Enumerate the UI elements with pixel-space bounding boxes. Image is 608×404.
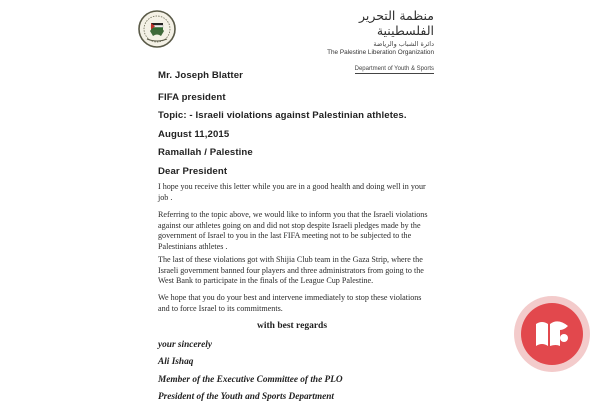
dept-name-english: Department of Youth & Sports <box>354 66 434 72</box>
recipient-name: Mr. Joseph Blatter <box>158 70 243 81</box>
paragraph-text: We hope that you do your best and intervene immediately to stop these violations and to force Israel to its commitments. <box>158 293 422 313</box>
letter-place: Ramallah / Palestine <box>158 147 253 158</box>
plo-emblem-icon <box>137 9 177 49</box>
paragraph-text: I hope you receive this letter while you are in a good health and doing well in your job . <box>158 182 426 202</box>
letter-date: August 11,2015 <box>158 129 230 140</box>
dept-name-arabic: دائرة الشباب والرياضة <box>373 40 434 48</box>
org-name-arabic: منظمة التحرير الفلسطينية <box>358 8 434 38</box>
paragraph-4 <box>158 293 433 314</box>
closing: with best regards <box>257 321 328 331</box>
letter-topic: Topic: - Israeli violations against Palestinian athletes. <box>158 110 407 121</box>
maan-news-logo <box>512 294 592 374</box>
signer-role-1: Member of the Executive Committee of the PLO <box>158 375 343 385</box>
paragraph-2 <box>158 210 433 252</box>
paragraph-1 <box>158 182 433 203</box>
salutation: Dear President <box>158 166 228 177</box>
signer-role-2: President of the Youth and Sports Department <box>158 392 334 402</box>
signer-name: Ali Ishaq <box>158 357 194 367</box>
org-name-english: The Palestine Liberation Organization <box>327 49 434 56</box>
recipient-title: FIFA president <box>158 92 226 103</box>
paragraph-text: The last of these violations got with Shijia Club team in the Gaza Strip, where the Israeli government banned four players and three administrators from going to the West Bank to participate in the finals of the League Cup Palestine. <box>158 255 424 286</box>
paragraph-3 <box>158 255 433 287</box>
sign-off: your sincerely <box>158 340 212 350</box>
letterhead <box>312 8 434 75</box>
paragraph-text: Referring to the topic above, we would like to inform you that the Israeli violations against our athletes going on and did not stop despite Israeli pledges made by the government of Israel to you in the last FIFA meeting not to be subjected to the Palestinians athletes . <box>158 210 428 251</box>
